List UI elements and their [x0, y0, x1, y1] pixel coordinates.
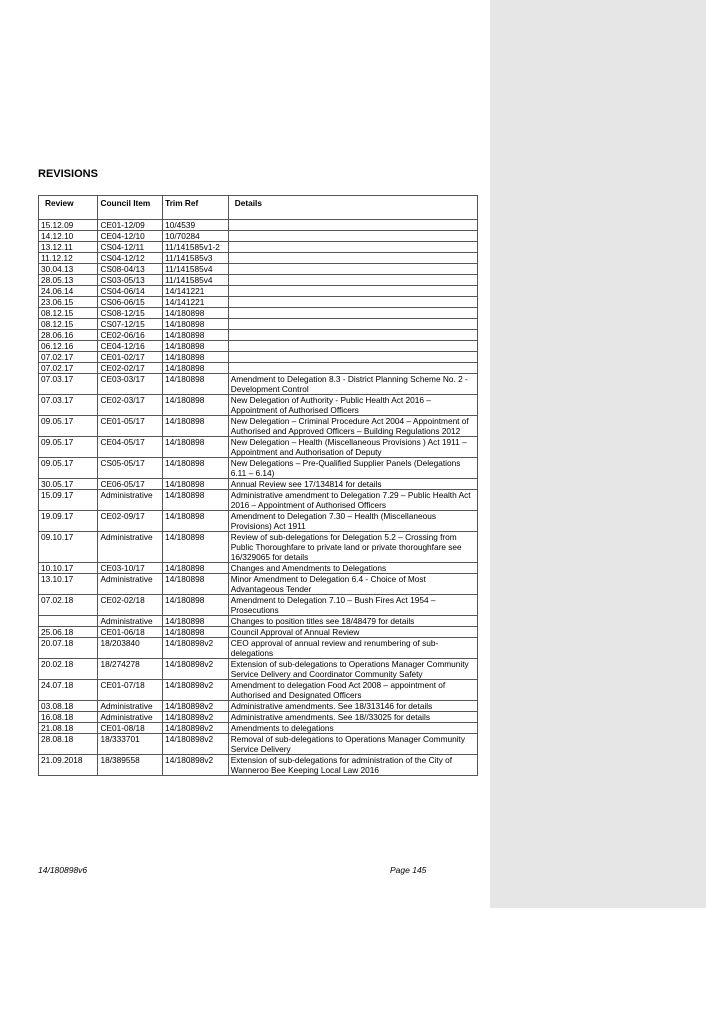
trim-ref-cell: 14/180898v2: [163, 680, 229, 701]
details-cell: New Delegation – Health (Miscellaneous Provisions ) Act 1911 – Appointment and Authorisation of Deputy: [228, 437, 477, 458]
trim-ref-cell: 14/180898v2: [163, 712, 229, 723]
review-date-cell: 28.08.18: [39, 734, 98, 755]
table-row: [39, 479, 478, 490]
table-row: [39, 437, 478, 458]
table-row: [39, 363, 478, 374]
table-row: [39, 627, 478, 638]
trim-ref-cell: 14/180898: [163, 627, 229, 638]
trim-ref-cell: 14/180898: [163, 574, 229, 595]
header-details: Details: [228, 196, 477, 220]
council-item-cell: CE02-09/17: [98, 511, 163, 532]
review-date-cell: 03.08.18: [39, 701, 98, 712]
review-date-cell: 08.12.15: [39, 308, 98, 319]
header-trim-ref: Trim Ref: [163, 196, 229, 220]
details-cell: Administrative amendment to Delegation 7.29 – Public Health Act 2016 – Appointment of Authorised Officers: [228, 490, 477, 511]
council-item-cell: CE01-08/18: [98, 723, 163, 734]
review-date-cell: 21.08.18: [39, 723, 98, 734]
review-date-cell: 10.10.17: [39, 563, 98, 574]
council-item-cell: CE01-07/18: [98, 680, 163, 701]
footer-document-ref: 14/180898v6: [38, 865, 88, 875]
table-row: [39, 458, 478, 479]
review-date-cell: 09.05.17: [39, 416, 98, 437]
council-item-cell: Administrative: [98, 490, 163, 511]
details-cell: CEO approval of annual review and renumbering of sub-delegations: [228, 638, 477, 659]
trim-ref-cell: 14/180898v2: [163, 755, 229, 776]
table-row: [39, 395, 478, 416]
review-date-cell: 30.05.17: [39, 479, 98, 490]
review-date-cell: 07.02.17: [39, 352, 98, 363]
trim-ref-cell: 14/180898: [163, 532, 229, 563]
trim-ref-cell: 14/141221: [163, 297, 229, 308]
details-cell: [228, 264, 477, 275]
details-cell: Council Approval of Annual Review: [228, 627, 477, 638]
trim-ref-cell: 14/180898: [163, 374, 229, 395]
review-date-cell: 19.09.17: [39, 511, 98, 532]
council-item-cell: CE03-03/17: [98, 374, 163, 395]
trim-ref-cell: 14/180898: [163, 479, 229, 490]
table-row: [39, 308, 478, 319]
council-item-cell: CS04-12/12: [98, 253, 163, 264]
details-cell: [228, 330, 477, 341]
details-cell: [228, 286, 477, 297]
details-cell: [228, 220, 477, 231]
trim-ref-cell: 14/180898: [163, 595, 229, 616]
details-cell: Administrative amendments. See 18/313146 for details: [228, 701, 477, 712]
trim-ref-cell: 14/180898: [163, 511, 229, 532]
review-date-cell: 30.04.13: [39, 264, 98, 275]
details-cell: [228, 352, 477, 363]
council-item-cell: CS04-06/14: [98, 286, 163, 297]
details-cell: Amendment to Delegation 7.30 – Health (Miscellaneous Provisions) Act 1911: [228, 511, 477, 532]
revisions-table: [38, 195, 478, 776]
trim-ref-cell: 10/4539: [163, 220, 229, 231]
review-date-cell: 11.12.12: [39, 253, 98, 264]
details-cell: [228, 231, 477, 242]
details-cell: New Delegation of Authority - Public Health Act 2016 – Appointment of Authorised Officers: [228, 395, 477, 416]
council-item-cell: CE01-06/18: [98, 627, 163, 638]
review-date-cell: 07.03.17: [39, 374, 98, 395]
review-date-cell: 16.08.18: [39, 712, 98, 723]
review-date-cell: 24.07.18: [39, 680, 98, 701]
review-date-cell: 28.05.13: [39, 275, 98, 286]
council-item-cell: CS06-06/15: [98, 297, 163, 308]
details-cell: [228, 253, 477, 264]
council-item-cell: CS05-05/17: [98, 458, 163, 479]
trim-ref-cell: 14/180898: [163, 319, 229, 330]
details-cell: Changes to position titles see 18/48479 for details: [228, 616, 477, 627]
table-row: [39, 701, 478, 712]
trim-ref-cell: 11/141585v1-2: [163, 242, 229, 253]
details-cell: Amendment to Delegation 8.3 - District Planning Scheme No. 2 - Development Control: [228, 374, 477, 395]
details-cell: Annual Review see 17/134814 for details: [228, 479, 477, 490]
review-date-cell: 07.03.17: [39, 395, 98, 416]
table-row: [39, 253, 478, 264]
table-row: [39, 352, 478, 363]
review-date-cell: 09.10.17: [39, 532, 98, 563]
review-date-cell: 07.02.17: [39, 363, 98, 374]
details-cell: New Delegations – Pre-Qualified Supplier Panels (Delegations 6.11 – 6.14): [228, 458, 477, 479]
table-row: [39, 330, 478, 341]
review-date-cell: 07.02.18: [39, 595, 98, 616]
details-cell: Removal of sub-delegations to Operations Manager Community Service Delivery: [228, 734, 477, 755]
council-item-cell: Administrative: [98, 574, 163, 595]
table-row: [39, 231, 478, 242]
table-row: [39, 275, 478, 286]
details-cell: Changes and Amendments to Delegations: [228, 563, 477, 574]
review-date-cell: 09.05.17: [39, 458, 98, 479]
trim-ref-cell: 14/180898v2: [163, 723, 229, 734]
table-row: [39, 490, 478, 511]
council-item-cell: CE02-03/17: [98, 395, 163, 416]
review-date-cell: 08.12.15: [39, 319, 98, 330]
trim-ref-cell: 10/70284: [163, 231, 229, 242]
council-item-cell: CS08-12/15: [98, 308, 163, 319]
table-row: [39, 638, 478, 659]
council-item-cell: CE02-02/17: [98, 363, 163, 374]
details-cell: Extension of sub-delegations for administration of the City of Wanneroo Bee Keeping Local Law 2016: [228, 755, 477, 776]
council-item-cell: CE04-12/16: [98, 341, 163, 352]
section-heading: REVISIONS: [38, 168, 98, 180]
table-row: [39, 712, 478, 723]
table-row: [39, 242, 478, 253]
table-row: [39, 616, 478, 627]
details-cell: Administrative amendments. See 18//33025 for details: [228, 712, 477, 723]
header-council-item: Council Item: [98, 196, 163, 220]
review-date-cell: 21.09.2018: [39, 755, 98, 776]
trim-ref-cell: 14/180898: [163, 416, 229, 437]
trim-ref-cell: 14/180898: [163, 330, 229, 341]
council-item-cell: CE06-05/17: [98, 479, 163, 490]
table-row: [39, 734, 478, 755]
trim-ref-cell: 14/180898: [163, 490, 229, 511]
council-item-cell: 18/274278: [98, 659, 163, 680]
council-item-cell: CS04-12/11: [98, 242, 163, 253]
trim-ref-cell: 14/180898: [163, 395, 229, 416]
council-item-cell: CE01-12/09: [98, 220, 163, 231]
table-row: [39, 374, 478, 395]
details-cell: [228, 242, 477, 253]
review-date-cell: 13.12.11: [39, 242, 98, 253]
review-date-cell: 20.02.18: [39, 659, 98, 680]
header-review: Review: [39, 196, 98, 220]
council-item-cell: CE04-12/10: [98, 231, 163, 242]
table-row: [39, 416, 478, 437]
table-row: [39, 286, 478, 297]
council-item-cell: 18/203840: [98, 638, 163, 659]
review-date-cell: 15.12.09: [39, 220, 98, 231]
trim-ref-cell: 11/141585v3: [163, 253, 229, 264]
trim-ref-cell: 14/141221: [163, 286, 229, 297]
review-date-cell: 25.06.18: [39, 627, 98, 638]
details-cell: New Delegation – Criminal Procedure Act 2004 – Appointment of Authorised and Approved Officers – Building Regulations 2012: [228, 416, 477, 437]
details-cell: [228, 363, 477, 374]
details-cell: Amendments to delegations: [228, 723, 477, 734]
table-row: [39, 220, 478, 231]
trim-ref-cell: 14/180898: [163, 363, 229, 374]
details-cell: [228, 297, 477, 308]
council-item-cell: CS08-04/13: [98, 264, 163, 275]
details-cell: [228, 341, 477, 352]
details-cell: Minor Amendment to Delegation 6.4 - Choice of Most Advantageous Tender: [228, 574, 477, 595]
table-row: [39, 511, 478, 532]
council-item-cell: Administrative: [98, 712, 163, 723]
council-item-cell: Administrative: [98, 701, 163, 712]
table-row: [39, 319, 478, 330]
council-item-cell: CS03-05/13: [98, 275, 163, 286]
council-item-cell: Administrative: [98, 532, 163, 563]
table-row: [39, 659, 478, 680]
details-cell: [228, 319, 477, 330]
council-item-cell: 18/333701: [98, 734, 163, 755]
table-row: [39, 297, 478, 308]
council-item-cell: CE02-02/18: [98, 595, 163, 616]
trim-ref-cell: 14/180898v2: [163, 734, 229, 755]
table-row: [39, 574, 478, 595]
review-date-cell: 13.10.17: [39, 574, 98, 595]
details-cell: [228, 275, 477, 286]
details-cell: Amendment to delegation Food Act 2008 – appointment of Authorised and Designated Officers: [228, 680, 477, 701]
table-row: [39, 723, 478, 734]
review-date-cell: 23.06.15: [39, 297, 98, 308]
council-item-cell: CE02-06/16: [98, 330, 163, 341]
trim-ref-cell: 11/141585v4: [163, 275, 229, 286]
trim-ref-cell: 14/180898: [163, 616, 229, 627]
footer-page-number: Page 145: [390, 865, 427, 875]
table-row: [39, 680, 478, 701]
table-row: [39, 755, 478, 776]
trim-ref-cell: 14/180898v2: [163, 638, 229, 659]
trim-ref-cell: 14/180898: [163, 563, 229, 574]
review-date-cell: 14.12.10: [39, 231, 98, 242]
review-date-cell: 20.07.18: [39, 638, 98, 659]
trim-ref-cell: 14/180898: [163, 458, 229, 479]
council-item-cell: Administrative: [98, 616, 163, 627]
review-date-cell: 15.09.17: [39, 490, 98, 511]
table-row: [39, 595, 478, 616]
table-row: [39, 341, 478, 352]
council-item-cell: CE03-10/17: [98, 563, 163, 574]
review-date-cell: 28.06.16: [39, 330, 98, 341]
revisions-table-body: [39, 220, 478, 776]
details-cell: Extension of sub-delegations to Operations Manager Community Service Delivery and Coordinator Community Safety: [228, 659, 477, 680]
trim-ref-cell: 14/180898v2: [163, 659, 229, 680]
trim-ref-cell: 14/180898: [163, 437, 229, 458]
review-date-cell: 06.12.16: [39, 341, 98, 352]
council-item-cell: CE01-05/17: [98, 416, 163, 437]
comment-pane: [490, 0, 706, 908]
council-item-cell: CE04-05/17: [98, 437, 163, 458]
table-row: [39, 264, 478, 275]
review-date-cell: [39, 616, 98, 627]
review-date-cell: 24.06.14: [39, 286, 98, 297]
review-date-cell: 09.05.17: [39, 437, 98, 458]
details-cell: Amendment to Delegation 7.10 – Bush Fires Act 1954 – Prosecutions: [228, 595, 477, 616]
council-item-cell: 18/389558: [98, 755, 163, 776]
details-cell: [228, 308, 477, 319]
table-row: [39, 563, 478, 574]
council-item-cell: CE01-02/17: [98, 352, 163, 363]
trim-ref-cell: 14/180898: [163, 341, 229, 352]
table-header-row: [39, 196, 478, 220]
trim-ref-cell: 14/180898v2: [163, 701, 229, 712]
council-item-cell: CS07-12/15: [98, 319, 163, 330]
table-row: [39, 532, 478, 563]
trim-ref-cell: 14/180898: [163, 352, 229, 363]
trim-ref-cell: 11/141585v4: [163, 264, 229, 275]
trim-ref-cell: 14/180898: [163, 308, 229, 319]
details-cell: Review of sub-delegations for Delegation 5.2 – Crossing from Public Thoroughfare to private land or private thoroughfare see 16/329065 for details: [228, 532, 477, 563]
